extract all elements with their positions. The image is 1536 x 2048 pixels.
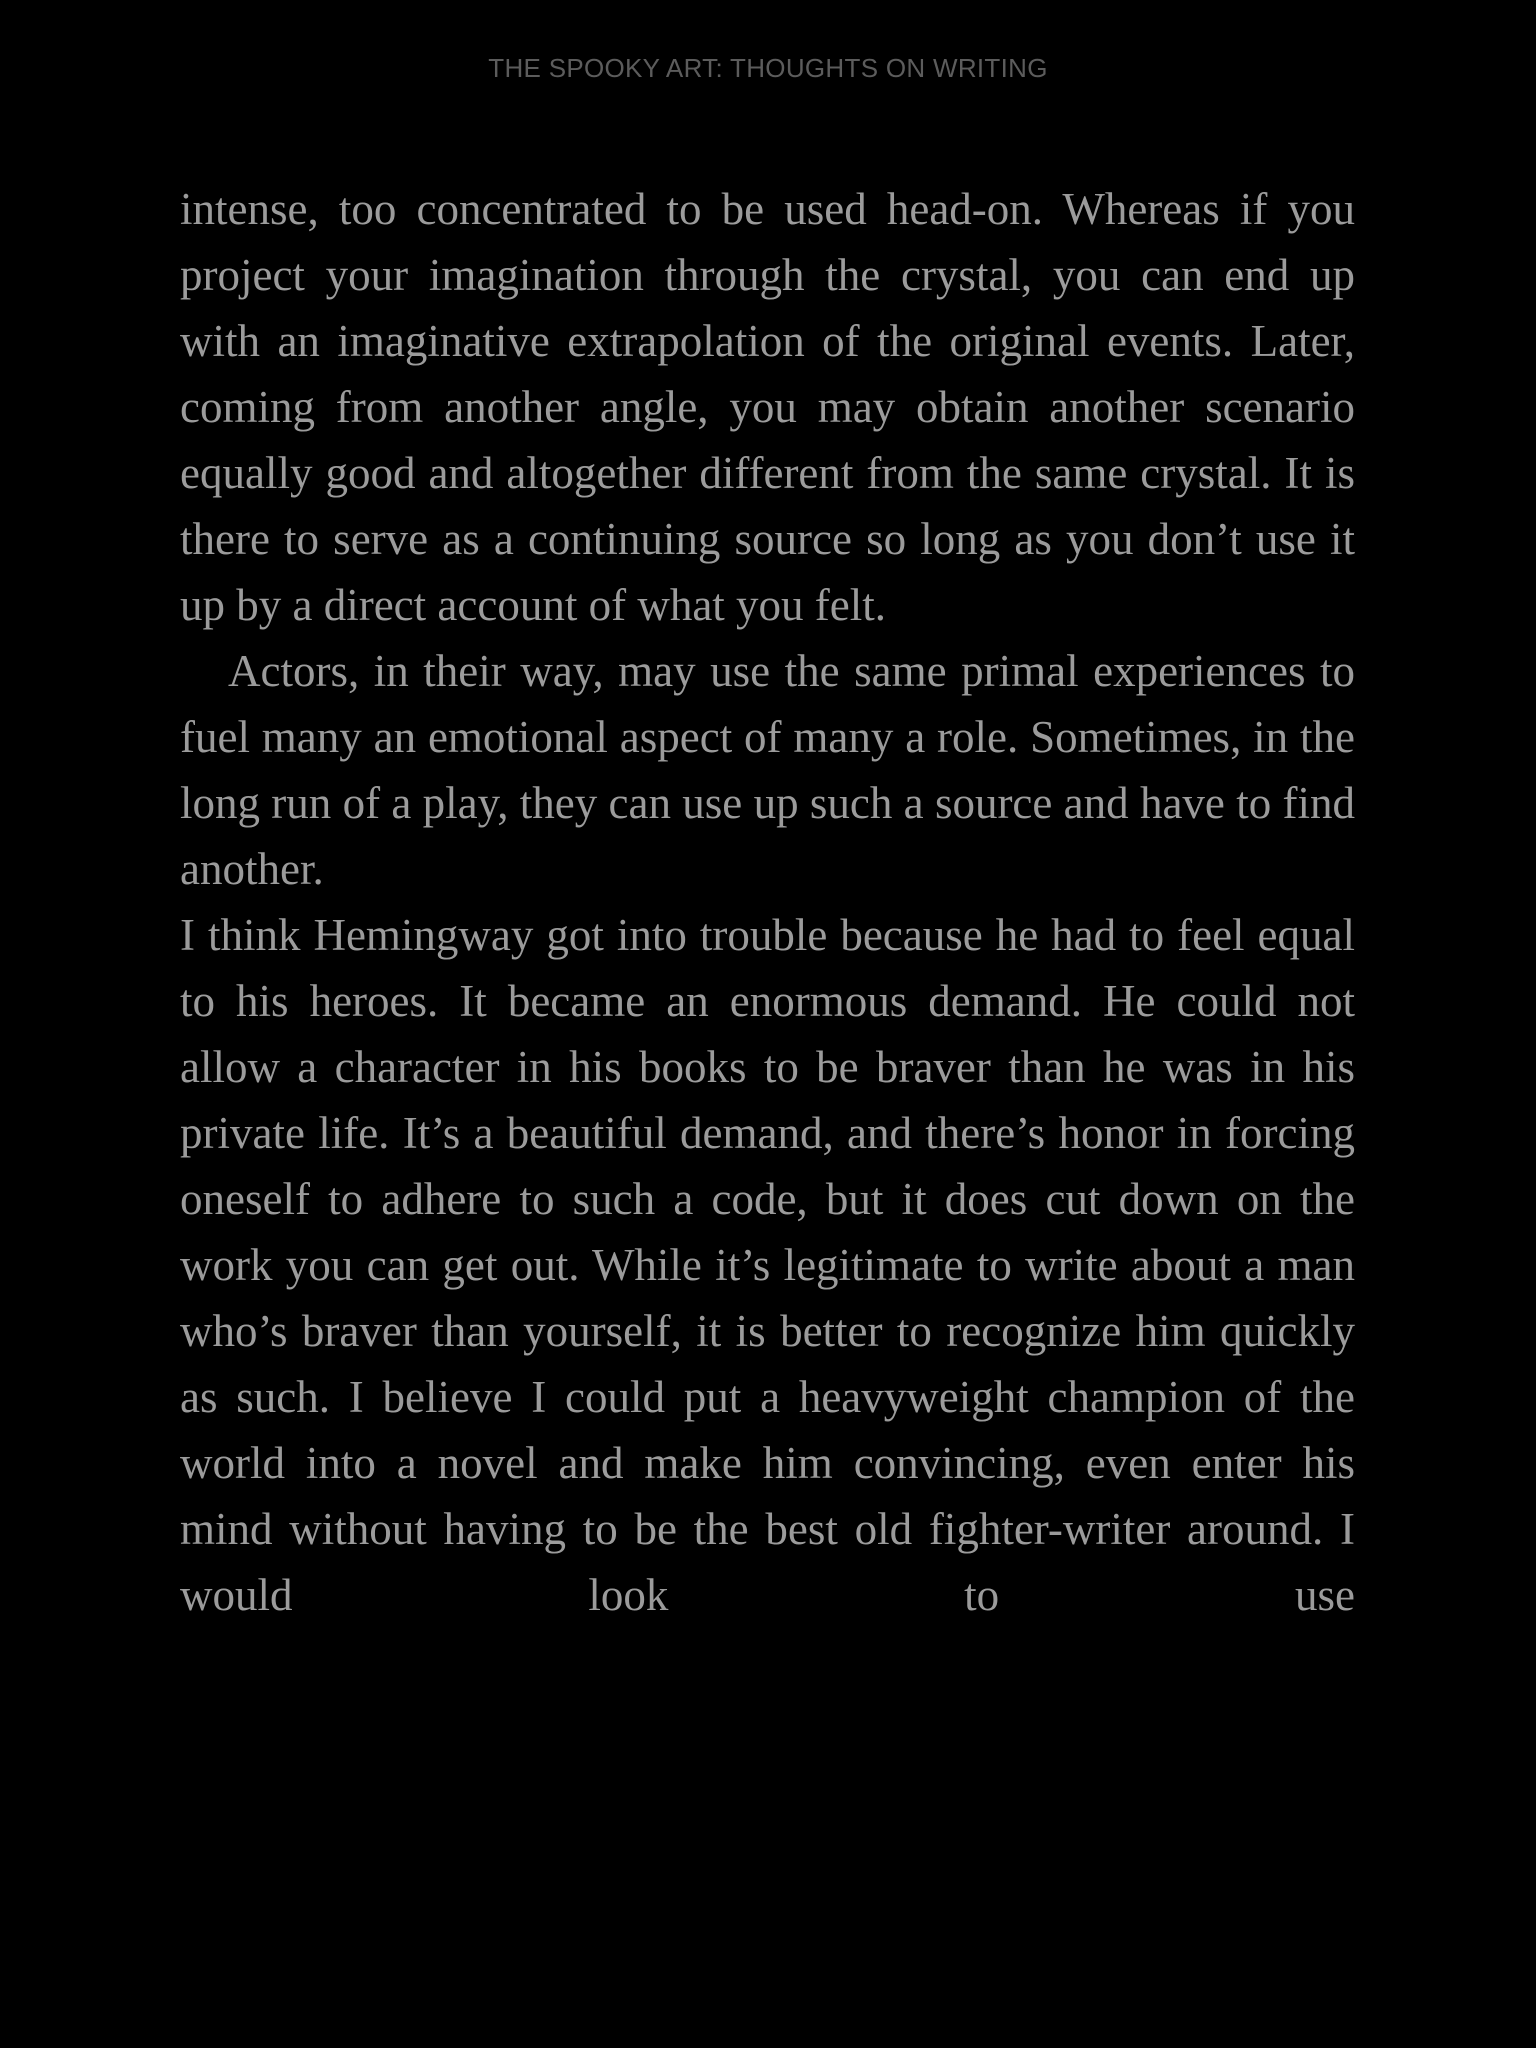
paragraph: Actors, in their way, may use the same primal experiences to fuel many an emotional aspect of many a role. Sometimes, in the long run of a play, they can use up such a source and have to find another.: [180, 646, 1355, 894]
paragraph: I think Hemingway got into trouble because he had to feel equal to his heroes. It became an enormous demand. He could not allow a character in his books to be braver than he was in his private life. It’s a beautiful demand, and there’s honor in forcing oneself to adhere to such a code, but it does cut down on the work you can get out. While it’s legitimate to write about a man who’s braver than yourself, it is better to recognize him quickly as such. I believe I could put a heavyweight champion of the world into a novel and make him convincing, even enter his mind without having to be the best old fighter-writer around. I would look to use: [180, 910, 1355, 1620]
paragraph: intense, too concentrated to be used head-on. Whereas if you project your imagination through the crystal, you can end up with an imaginative extrapolation of the original events. Later, coming from another angle, you may obtain another scenario equally good and altogether different from the same crystal. It is there to serve as a continuing source so long as you don’t use it up by a direct account of what you felt.: [180, 184, 1355, 630]
page-text-body: [180, 176, 1355, 1628]
running-header-book-title: THE SPOOKY ART: THOUGHTS ON WRITING: [488, 53, 1048, 83]
